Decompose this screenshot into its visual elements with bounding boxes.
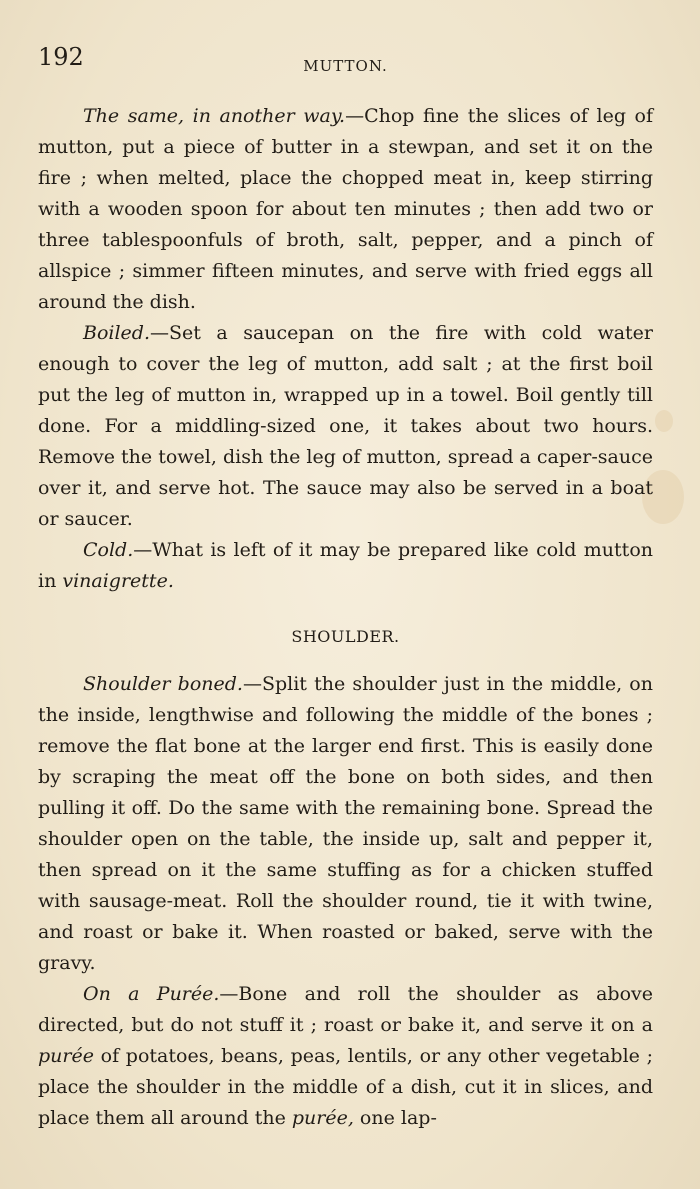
recipe-text: —Chop fine the slices of leg of mutton, put a piece of butter in a stewpan, and set it on the fire ; when melted, place the chopped meat in, keep stirring with a wooden spoon for about ten minutes ; then add two or three tablespoonfuls of broth, salt, pepper, and a pinch of allspice ; simmer fifteen minutes, and serve with fried eggs all around the dish. (38, 105, 653, 313)
recipe-paragraph (38, 101, 653, 318)
recipe-text: —What is left of it may be prepared like cold mutton in (38, 539, 653, 592)
recipe-title: On a Purée. (83, 983, 220, 1005)
recipe-text: —Set a saucepan on the fire with cold water enough to cover the leg of mutton, add salt ; at the first boil put the leg of mutton in, wrapped up in a towel. Boil gently till done. For a middling-sized one, it takes about two hours. Remove the towel, dish the leg of mutton, spread a caper-sauce over it, and serve hot. The sauce may also be served in a boat or saucer. (38, 322, 653, 530)
italic-term: vinaigrette. (62, 570, 174, 592)
recipe-paragraph (38, 669, 653, 979)
page-body (38, 101, 653, 1134)
running-head (38, 42, 653, 76)
recipe-title: Shoulder boned. (83, 673, 243, 695)
page-number: 192 (38, 43, 84, 71)
recipe-title: The same, in another way. (83, 105, 346, 127)
recipe-text: one lap- (353, 1107, 437, 1129)
recipe-text: —Split the shoulder just in the middle, on the inside, lengthwise and following the middle of the bones ; remove the flat bone at the larger end first. This is easily done by scraping the meat off the bone on both sides, and then pulling it off. Do the same with the remaining bone. Spread the shoulder open on the table, the inside up, salt and pepper it, then spread on it the same stuffing as for a chicken stuffed with sausage-meat. Roll the shoulder round, tie it with twine, and roast or bake it. When roasted or baked, serve with the gravy. (38, 673, 653, 974)
recipe-paragraph (38, 318, 653, 535)
recipe-text: —Bone and roll the shoulder as above directed, but do not stuff it ; roast or bake it, and serve it on a (38, 983, 653, 1036)
recipe-paragraph (38, 979, 653, 1134)
italic-term: purée (38, 1045, 94, 1067)
recipe-title: Boiled. (83, 322, 151, 344)
paper-stain (655, 410, 673, 432)
section-subheading: SHOULDER. (291, 627, 400, 646)
recipe-paragraph (38, 535, 653, 597)
recipe-title: Cold. (83, 539, 134, 561)
italic-term: purée, (291, 1107, 354, 1129)
section-title: MUTTON. (303, 57, 388, 75)
recipe-text: of potatoes, beans, peas, lentils, or any other vegetable ; place the shoulder in the middle of a dish, cut it in slices, and place them all around the (38, 1045, 653, 1129)
